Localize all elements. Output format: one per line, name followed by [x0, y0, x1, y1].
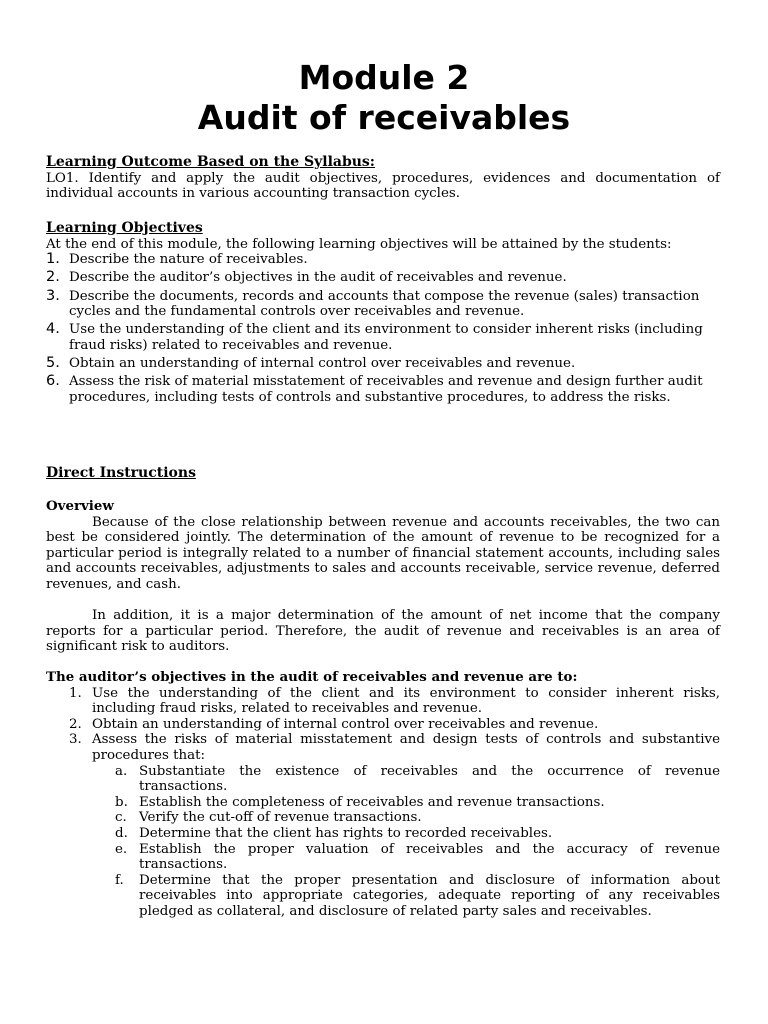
list-item: a. Substantiate the existence of receivables and the occurrence of revenue transactions.: [115, 763, 720, 795]
list-item: 4. Use the understanding of the client and its environment to consider inherent risks (including fraud risks) related to receivables and revenue.: [46, 321, 703, 353]
auditor-objectives-section: [46, 670, 720, 920]
list-item: 5. Obtain an understanding of internal control over receivables and revenue.: [46, 355, 576, 372]
auditor-objectives-list: [46, 686, 720, 920]
list-item: e. Establish the proper valuation of receivables and the accuracy of revenue transactions.: [115, 841, 720, 873]
objectives-section: [46, 221, 720, 408]
list-item: c. Verify the cut-off of revenue transactions.: [115, 810, 422, 826]
overview-paragraph-1: Because of the close relationship between revenue and accounts receivables, the two can best be considered jointly. The determination of the amount of revenue to be recognized for a particular period is integrally related to a number of financial statement accounts, including sales and accounts receivables, adjustments to sales and accounts receivable, service revenue, deferred revenues, and cash.: [46, 514, 720, 592]
auditor-objectives-heading: The auditor’s objectives in the audit of receivables and revenue are to:: [46, 669, 578, 685]
module-subtitle: Audit of receivables: [197, 98, 571, 137]
overview-paragraph-2: In addition, it is a major determination of the amount of net income that the company reports for a particular period. Therefore, the audit of revenue and receivables is an area of significant risk to auditors.: [46, 608, 720, 655]
module-title: Module 2: [298, 58, 470, 97]
list-item: b. Establish the completeness of receivables and revenue transactions.: [115, 794, 605, 810]
list-item: 1. Describe the nature of receivables.: [46, 251, 308, 268]
list-item: 3. Describe the documents, records and accounts that compose the revenue (sales) transaction cycles and the fundamental controls over receivables and revenue.: [46, 287, 700, 320]
list-item: d. Determine that the client has rights to recorded receivables.: [115, 825, 553, 841]
objectives-list: [46, 252, 720, 405]
list-item: 1. Use the understanding of the client and its environment to consider inherent risks, including fraud risks, related to receivables and revenue.: [69, 685, 720, 717]
objectives-intro: At the end of this module, the following learning objectives will be attained by the students:: [46, 236, 672, 252]
list-item: 3. Assess the risks of material misstatement and design tests of controls and substantive procedures that: a. Substantiate the existence of receivables and the occurrence of revenue transactions. b. Establish the completeness of receivables and revenue transactions. c. Verify the cut-off of revenue transactions. d. Determine that the client has rights to recorded receivables. e. Establish the proper valuation of receivables and the accuracy of revenue transactions. f. Determine that the proper presentation and disclosure of information about receivables into appropriate categories, adequate reporting of any receivables pledged as collateral, and disclosure of related party sales and receivables.: [69, 732, 720, 919]
objectives-heading: Learning Objectives: [46, 220, 203, 236]
direct-instructions-section: [46, 466, 720, 482]
list-item: f. Determine that the proper presentation and disclosure of information about receivables into appropriate categories, adequate reporting of any receivables pledged as collateral, and disclosure of related party sales and receivables.: [115, 872, 720, 919]
list-item: 6. Assess the risk of material misstatement of receivables and revenue and design further audit procedures, including tests of controls and substantive procedures, to address the risks.: [46, 373, 703, 405]
syllabus-heading: Learning Outcome Based on the Syllabus:: [46, 154, 375, 170]
auditor-subobjectives-list: [92, 764, 720, 920]
syllabus-text: LO1. Identify and apply the audit objectives, procedures, evidences and documentation of individual accounts in various accounting transaction cycles.: [46, 170, 720, 202]
syllabus-section: [46, 155, 720, 202]
overview-heading: Overview: [46, 498, 114, 514]
direct-instructions-heading: Direct Instructions: [46, 465, 196, 481]
overview-section: [46, 499, 720, 655]
list-item: 2. Describe the auditor’s objectives in the audit of receivables and revenue.: [46, 269, 567, 286]
list-item: 2. Obtain an understanding of internal control over receivables and revenue.: [69, 716, 599, 732]
